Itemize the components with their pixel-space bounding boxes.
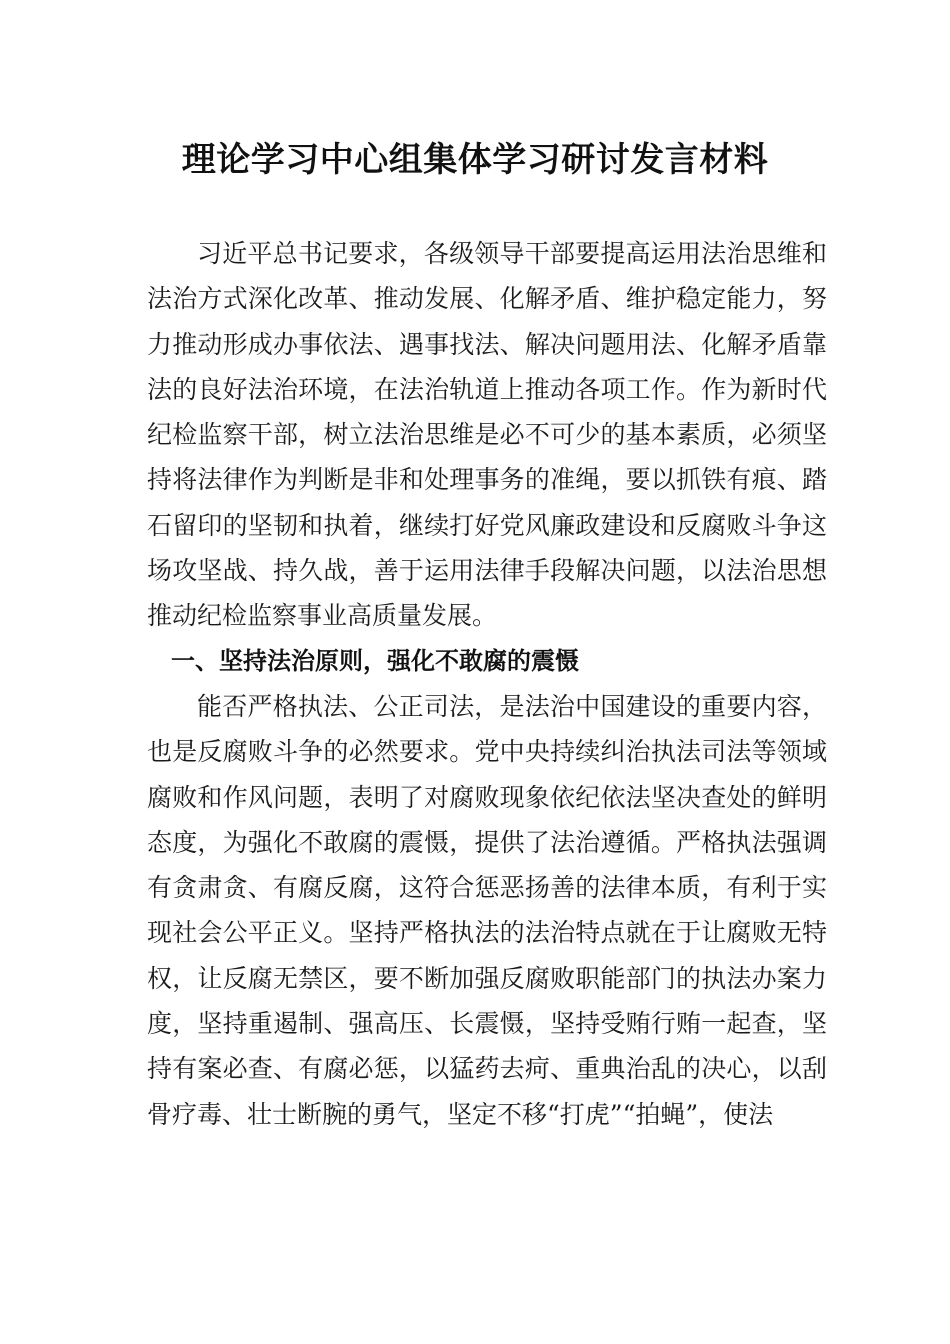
section-heading: 一、坚持法治原则，强化不敢腐的震慑 <box>171 646 579 675</box>
document-body <box>147 231 827 1137</box>
section-paragraph: 能否严格执法、公正司法，是法治中国建设的重要内容，也是反腐败斗争的必然要求。党中央持续纠治执法司法等领域腐败和作风问题，表明了对腐败现象依纪依法坚决查处的鲜明态度，为强化不敢腐的震慑，提供了法治遵循。严格执法强调有贪肃贪、有腐反腐，这符合惩恶扬善的法律本质，有利于实现社会公平正义。坚持严格执法的法治特点就在于让腐败无特权，让反腐无禁区，要不断加强反腐败职能部门的执法办案力度，坚持重遏制、强高压、长震慑，坚持受贿行贿一起查，坚持有案必查、有腐必惩，以猛药去疴、重典治乱的决心，以刮骨疗毒、壮士断腕的勇气，坚定不移“打虎”“拍蝇”，使法 <box>147 691 827 1129</box>
intro-paragraph: 习近平总书记要求，各级领导干部要提高运用法治思维和法治方式深化改革、推动发展、化解矛盾、维护稳定能力，努力推动形成办事依法、遇事找法、解决问题用法、化解矛盾靠法的良好法治环境，在法治轨道上推动各项工作。作为新时代纪检监察干部，树立法治思维是必不可少的基本素质，必须坚持将法律作为判断是非和处理事务的准绳，要以抓铁有痕、踏石留印的坚韧和执着，继续打好党风廉政建设和反腐败斗争这场攻坚战、持久战，善于运用法律手段解决问题，以法治思想推动纪检监察事业高质量发展。 <box>147 239 827 631</box>
document-title: 理论学习中心组集体学习研讨发言材料 <box>181 140 769 180</box>
